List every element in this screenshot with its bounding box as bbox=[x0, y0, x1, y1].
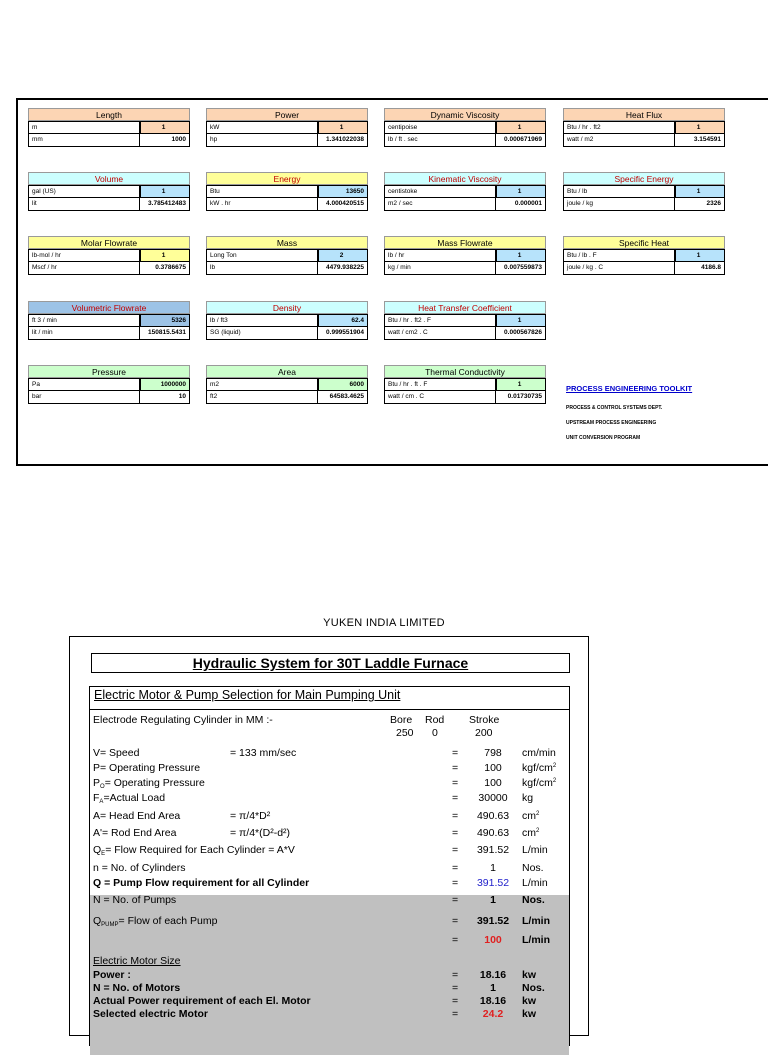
calc-value: 1 bbox=[490, 862, 496, 874]
input-value-cell[interactable]: 1 bbox=[496, 121, 546, 134]
equals-sign: = bbox=[452, 894, 459, 906]
calc-value: 18.16 bbox=[479, 969, 507, 981]
converter-block-title: Dynamic Viscosity bbox=[384, 108, 546, 121]
unit-label: Btu / lb bbox=[563, 185, 675, 198]
bore-header: Bore bbox=[390, 714, 413, 726]
unit-label: Btu / hr . ft2 . F bbox=[384, 314, 496, 327]
calc-unit: $cm^2$ bbox=[522, 810, 540, 822]
calc-label: $Q_{PUMP}=$ Flow of each Pump bbox=[93, 915, 218, 928]
converter-block-title: Pressure bbox=[28, 365, 190, 378]
converted-value-cell: 1000 bbox=[140, 134, 190, 147]
equals-sign: = bbox=[452, 810, 459, 822]
calc-value: 798 bbox=[484, 747, 502, 759]
calc-unit: L/min bbox=[522, 915, 550, 927]
equals-sign: = bbox=[452, 792, 459, 804]
calc-label: N = No. of Motors bbox=[93, 982, 181, 994]
company-name: YUKEN INDIA LIMITED bbox=[323, 617, 445, 629]
calc-unit: kw bbox=[522, 995, 537, 1007]
input-row bbox=[206, 378, 368, 391]
input-value-cell[interactable]: 5326 bbox=[140, 314, 190, 327]
converted-value-cell: 0.999551904 bbox=[318, 327, 368, 340]
converter-thermal-conductivity bbox=[384, 365, 546, 404]
calc-label: $P_O=$ Operating Pressure bbox=[93, 777, 205, 790]
input-value-cell[interactable]: 1 bbox=[496, 185, 546, 198]
rod-header: Rod bbox=[425, 714, 445, 726]
converter-block-title: Kinematic Viscosity bbox=[384, 172, 546, 185]
divider bbox=[90, 709, 569, 710]
converter-mass bbox=[206, 236, 368, 275]
unit-label: m bbox=[28, 121, 140, 134]
calc-unit: Nos. bbox=[522, 862, 544, 874]
rod-area-formula: = π/4*(D²-d²) bbox=[230, 827, 291, 839]
converter-block-title: Density bbox=[206, 301, 368, 314]
converter-dynamic-viscosity bbox=[384, 108, 546, 147]
result-row bbox=[384, 198, 546, 211]
equals-sign: = bbox=[452, 915, 459, 927]
input-row bbox=[28, 121, 190, 134]
converted-value-cell: 4479.938225 bbox=[318, 262, 368, 275]
input-row bbox=[28, 378, 190, 391]
toolkit-division-text: UPSTREAM PROCESS ENGINEERING bbox=[566, 420, 657, 426]
calc-value: 490.63 bbox=[476, 810, 510, 822]
input-row bbox=[206, 185, 368, 198]
converter-pressure bbox=[28, 365, 190, 404]
converter-block-title: Thermal Conductivity bbox=[384, 365, 546, 378]
converter-kinematic-viscosity bbox=[384, 172, 546, 211]
calc-value: 18.16 bbox=[479, 995, 507, 1007]
calculation-table bbox=[89, 686, 570, 1046]
converter-block-title: Energy bbox=[206, 172, 368, 185]
input-row bbox=[28, 314, 190, 327]
calc-label: Selected electric Motor bbox=[93, 1008, 208, 1020]
sheet-title: Hydraulic System for 30T Laddle Furnace bbox=[91, 653, 570, 673]
input-value-cell[interactable]: 62.4 bbox=[318, 314, 368, 327]
converter-block-title: Specific Energy bbox=[563, 172, 725, 185]
calc-value: 1 bbox=[490, 982, 496, 994]
calc-unit: kw bbox=[522, 969, 537, 981]
converted-value-cell: 64583.4625 bbox=[318, 391, 368, 404]
equals-sign: = bbox=[452, 777, 459, 789]
converter-heat-flux bbox=[563, 108, 725, 147]
converter-specific-heat bbox=[563, 236, 725, 275]
converter-molar-flowrate bbox=[28, 236, 190, 275]
converter-length bbox=[28, 108, 190, 147]
result-row bbox=[206, 391, 368, 404]
unit-label: ft 3 / min bbox=[28, 314, 140, 327]
converter-block-title: Molar Flowrate bbox=[28, 236, 190, 249]
converter-block-title: Area bbox=[206, 365, 368, 378]
unit-label: lb bbox=[206, 262, 318, 275]
calc-value: 100 bbox=[484, 934, 502, 946]
calc-label: P= Operating Pressure bbox=[93, 762, 201, 774]
calc-unit: L/min bbox=[522, 844, 548, 856]
unit-label: SG (liquid) bbox=[206, 327, 318, 340]
unit-label: joule / kg bbox=[563, 198, 675, 211]
input-value-cell[interactable]: 1 bbox=[496, 378, 546, 391]
converter-heat-transfer-coefficient bbox=[384, 301, 546, 340]
unit-label: gal (US) bbox=[28, 185, 140, 198]
toolkit-program-text: UNIT CONVERSION PROGRAM bbox=[566, 435, 641, 441]
input-row bbox=[384, 249, 546, 262]
unit-label: m2 bbox=[206, 378, 318, 391]
result-row bbox=[28, 134, 190, 147]
unit-label: kW . hr bbox=[206, 198, 318, 211]
converter-area bbox=[206, 365, 368, 404]
unit-label: Mscf / hr bbox=[28, 262, 140, 275]
calc-unit: kgf/$cm^2$ bbox=[522, 777, 557, 789]
result-row bbox=[206, 198, 368, 211]
converted-value-cell: 3.154591 bbox=[675, 134, 725, 147]
input-row bbox=[28, 249, 190, 262]
equals-sign: = bbox=[452, 1008, 459, 1020]
equals-sign: = bbox=[452, 827, 459, 839]
unit-label: lit bbox=[28, 198, 140, 211]
result-row bbox=[563, 134, 725, 147]
result-row bbox=[206, 262, 368, 275]
converted-value-cell: 10 bbox=[140, 391, 190, 404]
unit-label: Pa bbox=[28, 378, 140, 391]
converted-value-cell: 0.007559873 bbox=[496, 262, 546, 275]
rod-value: 0 bbox=[432, 727, 438, 739]
unit-label: centipoise bbox=[384, 121, 496, 134]
converter-block-title: Specific Heat bbox=[563, 236, 725, 249]
input-row bbox=[563, 121, 725, 134]
input-value-cell[interactable]: 1 bbox=[140, 185, 190, 198]
converted-value-cell: 0.000671969 bbox=[496, 134, 546, 147]
converter-power bbox=[206, 108, 368, 147]
input-value-cell[interactable]: 2 bbox=[318, 249, 368, 262]
converter-block-title: Heat Transfer Coefficient bbox=[384, 301, 546, 314]
unit-label: Btu / hr . ft . F bbox=[384, 378, 496, 391]
calc-value: 100 bbox=[484, 762, 502, 774]
input-row bbox=[563, 185, 725, 198]
calc-unit: kgf/$cm^2$ bbox=[522, 762, 557, 774]
calc-value: 391.52 bbox=[476, 915, 510, 927]
equals-sign: = bbox=[452, 934, 459, 946]
result-row bbox=[206, 134, 368, 147]
input-row bbox=[384, 185, 546, 198]
converter-block-title: Power bbox=[206, 108, 368, 121]
calc-unit: Nos. bbox=[522, 894, 545, 906]
converter-volume bbox=[28, 172, 190, 211]
stroke-value: 200 bbox=[475, 727, 493, 739]
unit-label: Long Ton bbox=[206, 249, 318, 262]
calc-unit: Nos. bbox=[522, 982, 545, 994]
calc-unit: cm/min bbox=[522, 747, 556, 759]
equals-sign: = bbox=[452, 877, 459, 889]
unit-label: Btu bbox=[206, 185, 318, 198]
converter-block-title: Volume bbox=[28, 172, 190, 185]
equals-sign: = bbox=[452, 862, 459, 874]
unit-label: mm bbox=[28, 134, 140, 147]
converter-mass-flowrate bbox=[384, 236, 546, 275]
unit-label: lit / min bbox=[28, 327, 140, 340]
unit-label: watt / cm . C bbox=[384, 391, 496, 404]
speed-mm-sec: = 133 mm/sec bbox=[230, 747, 297, 759]
unit-label: centistoke bbox=[384, 185, 496, 198]
input-row bbox=[206, 121, 368, 134]
input-value-cell[interactable]: 1000000 bbox=[140, 378, 190, 391]
unit-label: bar bbox=[28, 391, 140, 404]
unit-label: watt / cm2 . C bbox=[384, 327, 496, 340]
converter-specific-energy bbox=[563, 172, 725, 211]
result-row bbox=[384, 134, 546, 147]
converter-block-title: Length bbox=[28, 108, 190, 121]
converted-value-cell: 0.01730735 bbox=[496, 391, 546, 404]
converter-block-title: Mass bbox=[206, 236, 368, 249]
converted-value-cell: 1.341022038 bbox=[318, 134, 368, 147]
converted-value-cell: 150815.5431 bbox=[140, 327, 190, 340]
converter-block-title: Volumetric Flowrate bbox=[28, 301, 190, 314]
calc-label: $F_A=Actual$ Load bbox=[93, 792, 166, 805]
calc-value: 24.2 bbox=[482, 1008, 504, 1020]
unit-label: Btu / lb . F bbox=[563, 249, 675, 262]
calc-value: 391.52 bbox=[476, 844, 510, 856]
unit-label: Btu / hr . ft2 bbox=[563, 121, 675, 134]
converter-volumetric-flowrate bbox=[28, 301, 190, 340]
input-row bbox=[384, 314, 546, 327]
converter-block-title: Mass Flowrate bbox=[384, 236, 546, 249]
calc-value: 490.63 bbox=[476, 827, 510, 839]
unit-label: joule / kg . C bbox=[563, 262, 675, 275]
input-row bbox=[206, 249, 368, 262]
equals-sign: = bbox=[452, 995, 459, 1007]
calc-value: 391.52 bbox=[476, 877, 510, 889]
unit-label: m2 / sec bbox=[384, 198, 496, 211]
converted-value-cell: 4.000420515 bbox=[318, 198, 368, 211]
unit-label: kW bbox=[206, 121, 318, 134]
input-value-cell[interactable]: 1 bbox=[140, 121, 190, 134]
input-row bbox=[28, 185, 190, 198]
result-row bbox=[384, 327, 546, 340]
calc-label: Electric Motor Size bbox=[93, 955, 181, 967]
equals-sign: = bbox=[452, 762, 459, 774]
calc-unit: kw bbox=[522, 1008, 537, 1020]
converter-block-title: Heat Flux bbox=[563, 108, 725, 121]
equals-sign: = bbox=[452, 747, 459, 759]
converted-value-cell: 0.3786675 bbox=[140, 262, 190, 275]
calc-value: 1 bbox=[490, 894, 496, 906]
unit-label: lb / hr bbox=[384, 249, 496, 262]
toolkit-dept-text: PROCESS & CONTROL SYSTEMS DEPT. bbox=[566, 405, 663, 411]
calc-label: $Q_E=$ Flow Required for Each Cylinder = A*V bbox=[93, 844, 295, 857]
process-engineering-toolkit-link[interactable]: PROCESS ENGINEERING TOOLKIT bbox=[566, 384, 693, 393]
unit-label: lb-mol / hr bbox=[28, 249, 140, 262]
converted-value-cell: 4186.8 bbox=[675, 262, 725, 275]
result-row bbox=[28, 262, 190, 275]
unit-label: kg / min bbox=[384, 262, 496, 275]
input-value-cell[interactable]: 1 bbox=[675, 185, 725, 198]
calc-label: Actual Power requirement of each El. Motor bbox=[93, 995, 311, 1007]
result-row bbox=[563, 198, 725, 211]
unit-label: hp bbox=[206, 134, 318, 147]
calc-label: A'= Rod End Area bbox=[93, 827, 177, 839]
section-subtitle: Electric Motor & Pump Selection for Main Pumping Unit bbox=[94, 688, 401, 702]
equals-sign: = bbox=[452, 969, 459, 981]
result-row bbox=[28, 391, 190, 404]
input-value-cell[interactable]: 1 bbox=[496, 314, 546, 327]
unit-label: lb / ft3 bbox=[206, 314, 318, 327]
unit-label: watt / m2 bbox=[563, 134, 675, 147]
calc-label: A= Head End Area bbox=[93, 810, 181, 822]
calc-label: Power : bbox=[93, 969, 131, 981]
calc-label: V= Speed bbox=[93, 747, 140, 759]
calc-unit: $cm^2$ bbox=[522, 827, 540, 839]
calc-unit: kg bbox=[522, 792, 534, 804]
equals-sign: = bbox=[452, 844, 459, 856]
calc-unit: L/min bbox=[522, 877, 548, 889]
stroke-header: Stroke bbox=[469, 714, 500, 726]
calc-label: N = No. of Pumps bbox=[93, 894, 177, 906]
result-row bbox=[384, 262, 546, 275]
input-row bbox=[384, 378, 546, 391]
result-row bbox=[563, 262, 725, 275]
input-value-cell[interactable]: 6000 bbox=[318, 378, 368, 391]
result-row bbox=[206, 327, 368, 340]
unit-label: ft2 bbox=[206, 391, 318, 404]
result-row bbox=[384, 391, 546, 404]
calc-value: 100 bbox=[484, 777, 502, 789]
calc-label: n = No. of Cylinders bbox=[93, 862, 186, 874]
calc-value: 30000 bbox=[478, 792, 508, 804]
converted-value-cell: 0.000001 bbox=[496, 198, 546, 211]
input-row bbox=[384, 121, 546, 134]
converted-value-cell: 3.785412483 bbox=[140, 198, 190, 211]
calculation-sheet bbox=[69, 636, 589, 1036]
input-value-cell[interactable]: 1 bbox=[675, 249, 725, 262]
input-value-cell[interactable]: 13650 bbox=[318, 185, 368, 198]
cylinder-heading: Electrode Regulating Cylinder in MM :- bbox=[93, 714, 273, 726]
input-value-cell[interactable]: 1 bbox=[318, 121, 368, 134]
input-row bbox=[563, 249, 725, 262]
result-row bbox=[28, 198, 190, 211]
calc-unit: L/min bbox=[522, 934, 550, 946]
bore-value: 250 bbox=[396, 727, 414, 739]
result-row bbox=[28, 327, 190, 340]
head-area-formula: = π/4*D² bbox=[230, 810, 271, 822]
converter-energy bbox=[206, 172, 368, 211]
input-value-cell[interactable]: 1 bbox=[140, 249, 190, 262]
converter-density bbox=[206, 301, 368, 340]
input-value-cell[interactable]: 1 bbox=[496, 249, 546, 262]
unit-label: lb / ft . sec bbox=[384, 134, 496, 147]
calc-label: Q = Pump Flow requirement for all Cylinder bbox=[93, 877, 310, 889]
input-row bbox=[206, 314, 368, 327]
converted-value-cell: 2326 bbox=[675, 198, 725, 211]
equals-sign: = bbox=[452, 982, 459, 994]
input-value-cell[interactable]: 1 bbox=[675, 121, 725, 134]
converted-value-cell: 0.000567826 bbox=[496, 327, 546, 340]
